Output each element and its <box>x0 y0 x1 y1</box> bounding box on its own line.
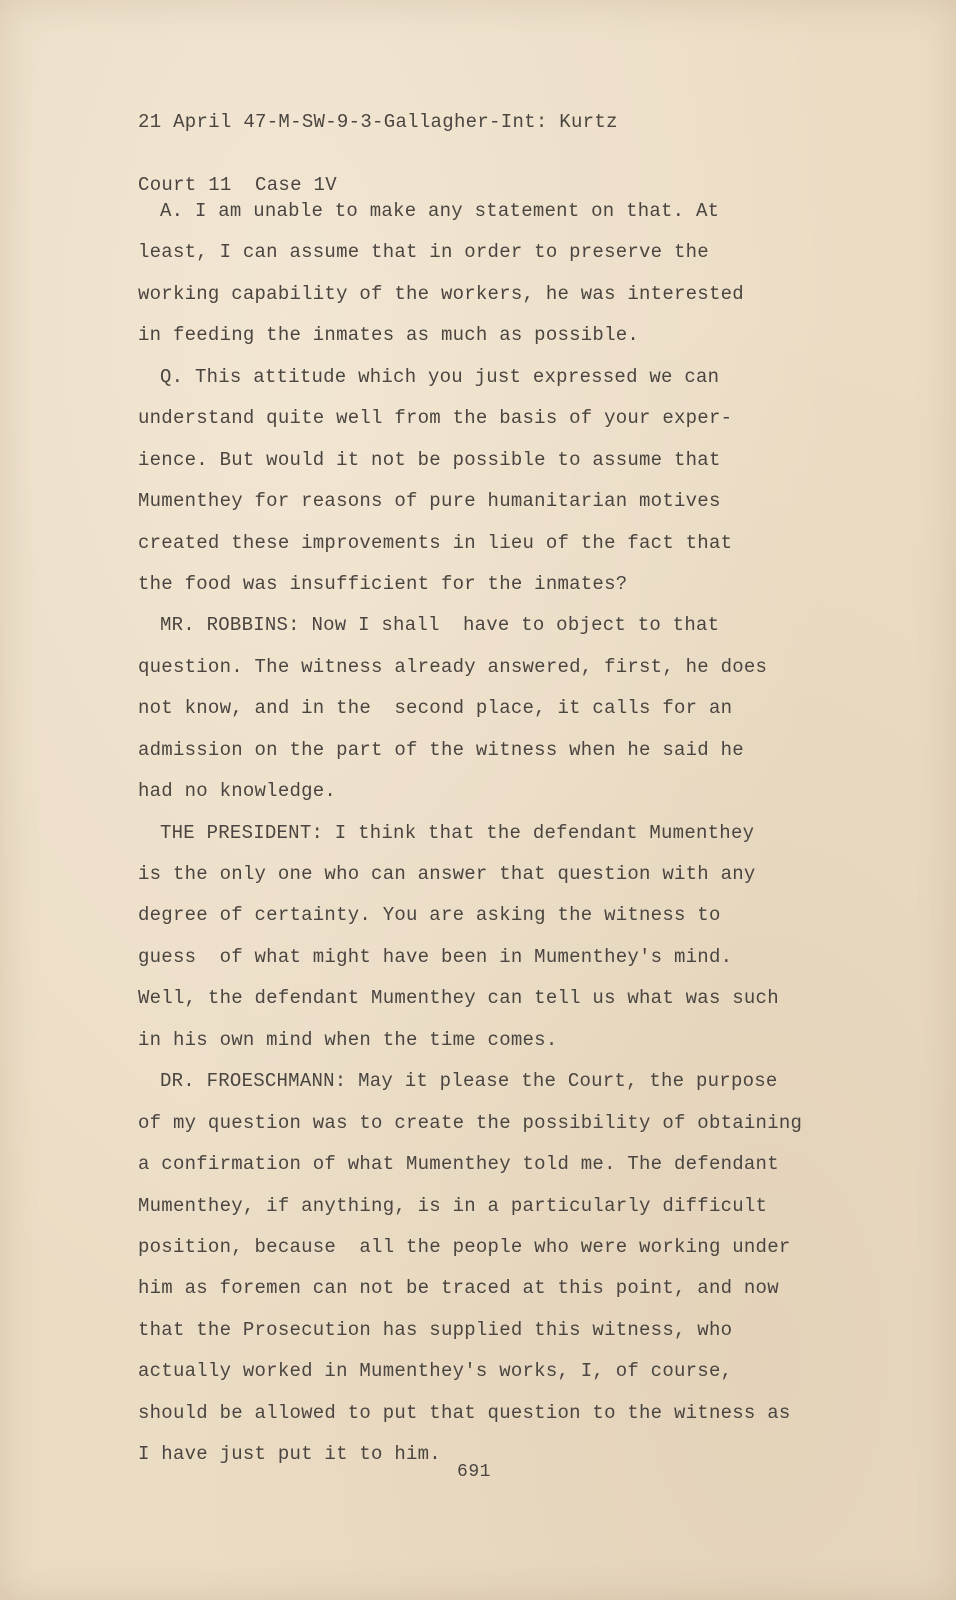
transcript-line: admission on the part of the witness when he said he <box>138 738 744 761</box>
transcript-line: should be allowed to put that question to the witness as <box>138 1401 791 1424</box>
transcript-line: in his own mind when the time comes. <box>138 1028 558 1051</box>
transcript-line: created these improvements in lieu of the fact that <box>138 531 733 554</box>
transcript-line: a confirmation of what Mumenthey told me. The defendant <box>138 1153 779 1176</box>
transcript-line: Q. This attitude which you just expressed we can <box>160 365 720 388</box>
transcript-line: MR. ROBBINS: Now I shall have to object to that <box>160 614 720 637</box>
transcript-line: degree of certainty. You are asking the witness to <box>138 904 721 927</box>
transcript-line: A. I am unable to make any statement on that. At <box>160 200 720 222</box>
transcript-line: Well, the defendant Mumenthey can tell us what was such <box>138 987 779 1010</box>
transcript-line: least, I can assume that in order to preserve the <box>138 241 709 264</box>
transcript-line: understand quite well from the basis of your exper- <box>138 407 733 430</box>
transcript-line: not know, and in the second place, it calls for an <box>138 697 733 720</box>
transcript-line: working capability of the workers, he was interested <box>138 282 744 305</box>
header-line-session: 21 April 47-M-SW-9-3-Gallagher-Int: Kurtz <box>138 111 618 133</box>
transcript-line: the food was insufficient for the inmates? <box>138 572 628 595</box>
transcript-line: of my question was to create the possibility of obtaining <box>138 1111 803 1134</box>
transcript-line: actually worked in Mumenthey's works, I, of course, <box>138 1360 733 1383</box>
transcript-line: THE PRESIDENT: I think that the defendant Mumenthey <box>160 821 755 844</box>
transcript-line: Mumenthey for reasons of pure humanitarian motives <box>138 490 721 513</box>
transcript-line: guess of what might have been in Mumenthey's mind. <box>138 945 733 968</box>
transcript-line: I have just put it to him. <box>138 1443 441 1466</box>
page-number: 691 <box>457 1462 491 1482</box>
transcript-line: had no knowledge. <box>138 780 337 803</box>
transcript-line: DR. FROESCHMANN: May it please the Court, the purpose <box>160 1070 778 1093</box>
transcript-line: that the Prosecution has supplied this witness, who <box>138 1318 733 1341</box>
transcript-line: is the only one who can answer that question with any <box>138 863 756 885</box>
transcript-line: Mumenthey, if anything, is in a particularly difficult <box>138 1194 768 1217</box>
transcript-line: him as foremen can not be traced at this point, and now <box>138 1277 779 1300</box>
header-line-court: Court 11 Case 1V <box>138 174 337 196</box>
transcript-line: ience. But would it not be possible to assume that <box>138 448 721 471</box>
transcript-line: in feeding the inmates as much as possible. <box>138 324 640 347</box>
transcript-body <box>138 191 828 1476</box>
transcript-line: question. The witness already answered, first, he does <box>138 655 768 678</box>
transcript-line: position, because all the people who were working under <box>138 1235 791 1258</box>
